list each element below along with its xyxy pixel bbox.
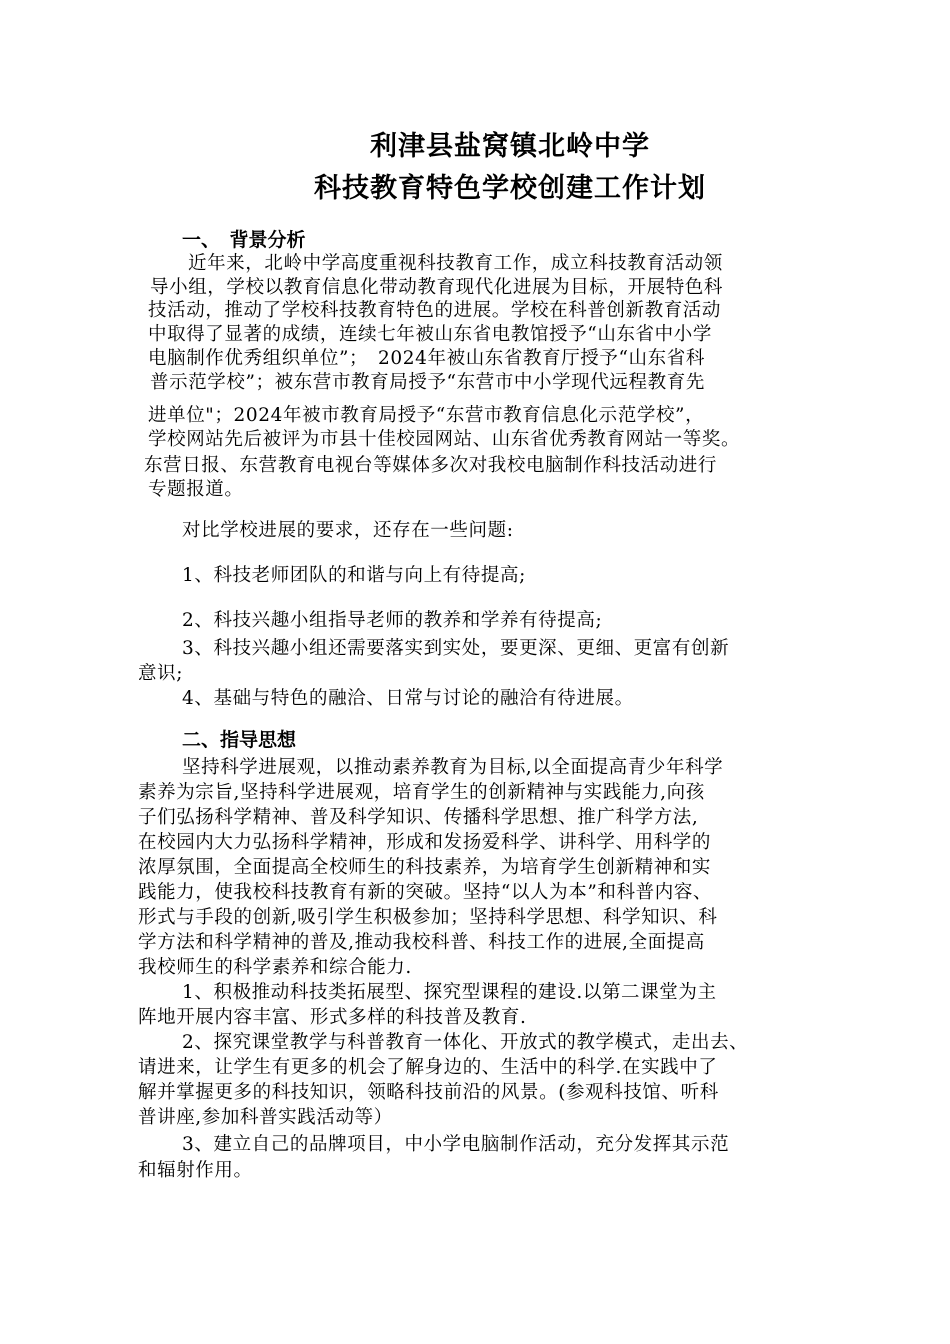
document-title-plan: 科技教育特色学校创建工作计划: [314, 173, 706, 204]
document-title-school: 利津县盐窝镇北岭中学: [370, 131, 650, 162]
measure-item-continuation: 请进来，让学生有更多的机会了解身边的、生活中的科学.在实践中了: [138, 1057, 718, 1078]
measure-item-continuation: 和辐射作用。: [138, 1160, 253, 1181]
problem-item: 1、科技老师团队的和谐与向上有待提高;: [182, 565, 526, 586]
problem-item: 3、科技兴趣小组还需要落实到实处，要更深、更细、更富有创新: [182, 638, 730, 659]
section-heading-guiding-ideology: 二、指导思想: [182, 729, 297, 751]
paragraph-line: 导小组，学校以教育信息化带动教育现代化进展为目标，开展特色科: [150, 277, 724, 298]
paragraph-line: 学方法和科学精神的普及,推动我校科普、科技工作的进展,全面提高: [138, 932, 705, 953]
measure-item: 3、建立自己的品牌项目，中小学电脑制作活动，充分发挥其示范: [182, 1134, 730, 1155]
paragraph-line: 技活动，推动了学校科技教育特色的进展。学校在科普创新教育活动: [148, 300, 722, 321]
problems-intro: 对比学校进展的要求，还存在一些问题:: [182, 520, 514, 541]
paragraph-line: 电脑制作优秀组织单位”； 2024年被山东省教育厅授予“山东省科: [148, 348, 705, 369]
paragraph-line: 东营日报、东营教育电视台等媒体多次对我校电脑制作科技活动进行: [144, 455, 718, 476]
paragraph-line: 素养为宗旨,坚持科学进展观，培育学生的创新精神与实践能力,向孩: [138, 782, 705, 803]
paragraph-line: 践能力，使我校科技教育有新的突破。坚持“以人为本”和科普内容、: [138, 882, 713, 903]
paragraph-line: 专题报道。: [148, 479, 244, 500]
section-heading-background: 一、 背景分析: [182, 229, 306, 251]
problem-item: 4、基础与特色的融洽、日常与讨论的融洽有待进展。: [182, 688, 634, 709]
paragraph-line: 浓厚氛围，全面提高全校师生的科技素养，为培育学生创新精神和实: [138, 857, 712, 878]
measure-item-continuation: 阵地开展内容丰富、形式多样的科技普及教育.: [138, 1007, 527, 1028]
measure-item-continuation: 解并掌握更多的科技知识，领略科技前沿的风景。(参观科技馆、听科: [138, 1082, 719, 1103]
paragraph-line: 普示范学校”；被东营市教育局授予“东营市中小学现代远程教育先: [150, 372, 705, 393]
paragraph-line: 坚持科学进展观，以推动素养教育为目标,以全面提高青少年科学: [182, 757, 724, 778]
paragraph-line: 我校师生的科学素养和综合能力.: [138, 957, 412, 978]
paragraph-line: 形式与手段的创新,吸引学生积极参加；坚持科学思想、科学知识、科: [138, 907, 718, 928]
problem-item-continuation: 意识;: [138, 663, 184, 684]
paragraph-line: 中取得了显著的成绩，连续七年被山东省电教馆授予“山东省中小学: [148, 324, 712, 345]
paragraph-line: 进单位"；2024年被市教育局授予“东营市教育信息化示范学校”，: [148, 405, 705, 426]
problem-item: 2、科技兴趣小组指导老师的教养和学养有待提高;: [182, 610, 603, 631]
measure-item-continuation: 普讲座,参加科普实践活动等）: [138, 1107, 393, 1128]
measure-item: 2、探究课堂教学与科普教育一体化、开放式的教学模式，走出去、: [182, 1032, 749, 1053]
paragraph-line: 近年来，北岭中学高度重视科技教育工作，成立科技教育活动领: [188, 253, 723, 274]
paragraph-line: 子们弘扬科学精神、普及科学知识、传播科学思想、推广科学方法,: [138, 807, 699, 828]
paragraph-line: 学校网站先后被评为市县十佳校园网站、山东省优秀教育网站一等奖。: [148, 429, 741, 450]
paragraph-line: 在校园内大力弘扬科学精神，形成和发扬爱科学、讲科学、用科学的: [138, 832, 712, 853]
measure-item: 1、积极推动科技类拓展型、探究型课程的建设.以第二课堂为主: [182, 982, 717, 1003]
